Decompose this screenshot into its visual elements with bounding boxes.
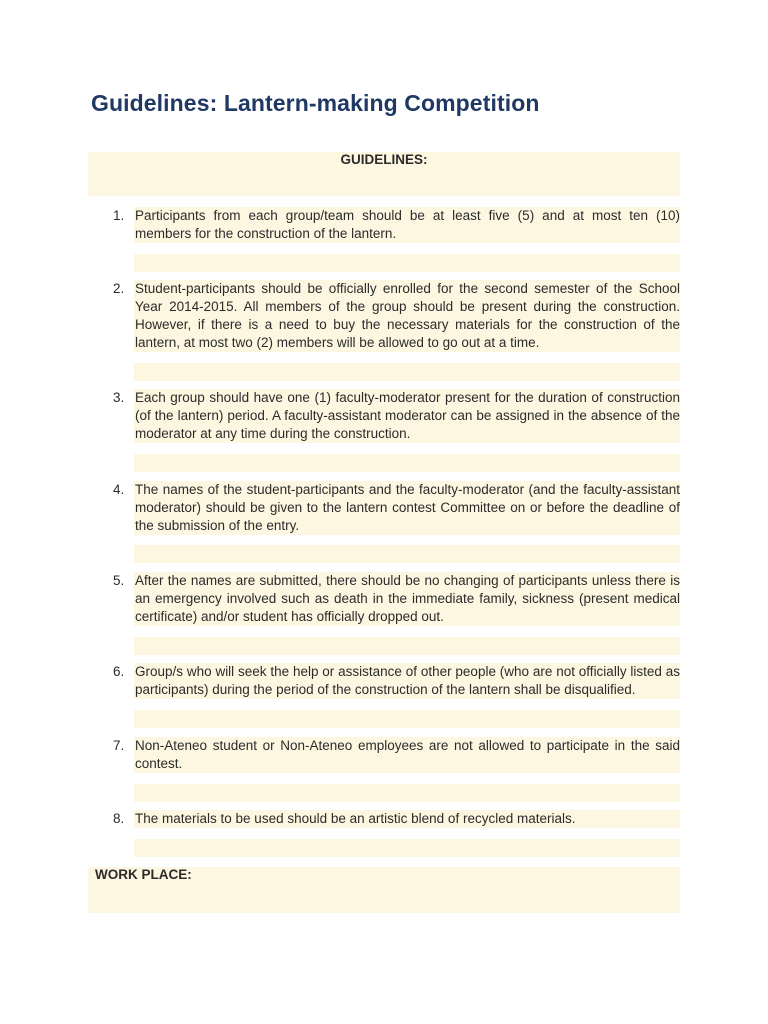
item-body: Student-participants should be officially enrolled for the second semester of the School Year 2014-2015. All members of the group should be present during the construction. However, if there is a need to buy the necessary materials for the construction of the lantern, at most two (2) members will be allowed to go out at a time.	[135, 281, 680, 350]
item-number: 1.	[113, 208, 125, 223]
guideline-text	[110, 280, 680, 352]
item-spacer-highlight	[134, 637, 680, 655]
guideline-item-1	[110, 207, 680, 243]
guidelines-heading-label: GUIDELINES:	[340, 152, 428, 167]
item-body: Each group should have one (1) faculty-moderator present for the duration of construction (of the lantern) period. A faculty-assistant moderator can be assigned in the absence of the moderator at any time during the construction.	[135, 390, 680, 441]
item-spacer-highlight	[134, 784, 680, 802]
item-number: 8.	[113, 811, 125, 826]
guideline-item-7	[110, 737, 680, 773]
item-number: 5.	[113, 573, 125, 588]
item-spacer-highlight	[134, 710, 680, 728]
guideline-text	[110, 481, 680, 535]
document-title: Guidelines: Lantern-making Competition	[91, 90, 540, 116]
guideline-text	[110, 207, 680, 243]
guideline-item-6	[110, 663, 680, 699]
item-spacer-highlight	[134, 839, 680, 857]
guideline-text	[110, 663, 680, 699]
guideline-item-8	[110, 810, 680, 828]
guideline-item-3	[110, 389, 680, 443]
item-number: 7.	[113, 738, 125, 753]
item-spacer-highlight	[134, 545, 680, 563]
item-body: The materials to be used should be an artistic blend of recycled materials.	[135, 811, 576, 826]
item-body: Group/s who will seek the help or assistance of other people (who are not officially listed as participants) during the period of the construction of the lantern shall be disqualified.	[135, 664, 680, 697]
work-place-section	[88, 867, 680, 913]
item-number: 2.	[113, 281, 125, 296]
item-body: The names of the student-participants and the faculty-moderator (and the faculty-assistant moderator) should be given to the lantern contest Committee on or before the deadline of the submission of the entry.	[135, 482, 680, 533]
guideline-item-5	[110, 572, 680, 626]
item-body: Non-Ateneo student or Non-Ateneo employees are not allowed to participate in the said contest.	[135, 738, 680, 771]
guideline-text	[110, 737, 680, 773]
guideline-item-4	[110, 481, 680, 535]
item-body: After the names are submitted, there should be no changing of participants unless there is an emergency involved such as death in the immediate family, sickness (present medical certificate) and/or student has officially dropped out.	[135, 573, 680, 624]
item-spacer-highlight	[134, 254, 680, 272]
guideline-text	[110, 810, 680, 828]
guideline-item-2	[110, 280, 680, 352]
guideline-text	[110, 572, 680, 626]
work-place-heading: WORK PLACE:	[95, 867, 192, 882]
guidelines-heading	[88, 152, 680, 196]
item-number: 4.	[113, 482, 125, 497]
item-number: 6.	[113, 664, 125, 679]
item-spacer-highlight	[134, 454, 680, 472]
item-body: Participants from each group/team should be at least five (5) and at most ten (10) members for the construction of the lantern.	[135, 208, 680, 241]
item-number: 3.	[113, 390, 125, 405]
item-spacer-highlight	[134, 363, 680, 381]
guideline-text	[110, 389, 680, 443]
